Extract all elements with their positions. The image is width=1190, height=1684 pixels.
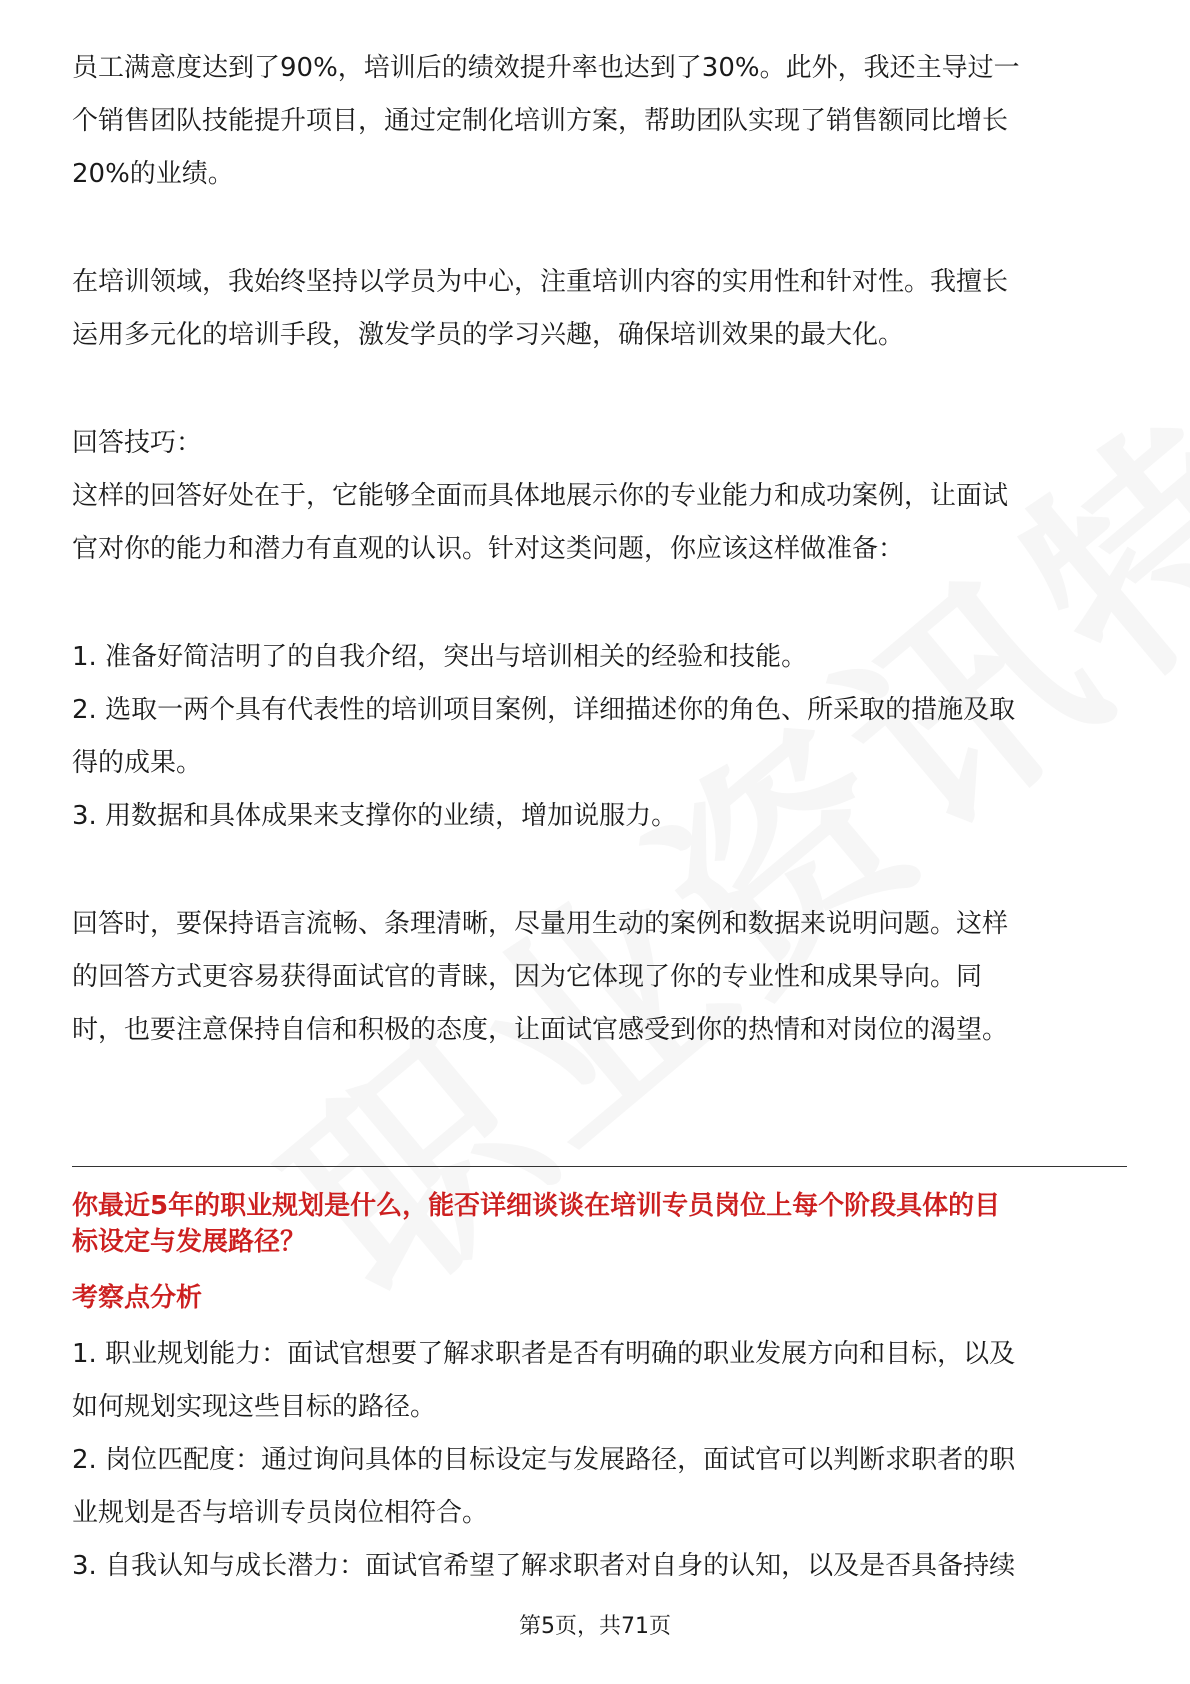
list-item: 1. 准备好简洁明了的自我介绍，突出与培训相关的经验和技能。 — [72, 642, 808, 672]
analysis-item: 如何规划实现这些目标的路径。 — [72, 1392, 437, 1422]
question-title: 标设定与发展路径？ — [72, 1227, 307, 1257]
list-item: 3. 用数据和具体成果来支撑你的业绩，增加说服力。 — [72, 801, 678, 831]
body-text-line: 20%的业绩。 — [72, 159, 234, 189]
question-title: 你最近5年的职业规划是什么，能否详细谈谈在培训专员岗位上每个阶段具体的目 — [72, 1191, 1001, 1221]
analysis-item: 业规划是否与培训专员岗位相符合。 — [72, 1498, 489, 1528]
body-text-line: 的回答方式更容易获得面试官的青睐，因为它体现了你的专业性和成果导向。同 — [72, 962, 983, 992]
page-number: 第5页，共71页 — [519, 1614, 671, 1639]
list-item: 得的成果。 — [72, 748, 203, 778]
body-text-line: 运用多元化的培训手段，激发学员的学习兴趣，确保培训效果的最大化。 — [72, 320, 905, 350]
body-text-line: 个销售团队技能提升项目，通过定制化培训方案，帮助团队实现了销售额同比增长 — [72, 106, 1009, 136]
analysis-heading: 考察点分析 — [72, 1283, 203, 1313]
body-text-line: 回答时，要保持语言流畅、条理清晰，尽量用生动的案例和数据来说明问题。这样 — [72, 909, 1009, 939]
analysis-item: 3. 自我认知与成长潜力：面试官希望了解求职者对自身的认知，以及是否具备持续 — [72, 1551, 1016, 1581]
body-text-line: 员工满意度达到了90%，培训后的绩效提升率也达到了30%。此外，我还主导过一 — [72, 53, 1020, 83]
list-item: 2. 选取一两个具有代表性的培训项目案例，详细描述你的角色、所采取的措施及取 — [72, 695, 1016, 725]
section-divider — [72, 1166, 1127, 1167]
analysis-item: 1. 职业规划能力：面试官想要了解求职者是否有明确的职业发展方向和目标，以及 — [72, 1339, 1016, 1369]
body-text-line: 在培训领域，我始终坚持以学员为中心，注重培训内容的实用性和针对性。我擅长 — [72, 267, 1009, 297]
body-text-line: 这样的回答好处在于，它能够全面而具体地展示你的专业能力和成功案例，让面试 — [72, 481, 1009, 511]
tips-heading: 回答技巧： — [72, 428, 203, 458]
analysis-item: 2. 岗位匹配度：通过询问具体的目标设定与发展路径，面试官可以判断求职者的职 — [72, 1445, 1016, 1475]
body-text-line: 官对你的能力和潜力有直观的认识。针对这类问题，你应该这样做准备： — [72, 534, 905, 564]
body-text-line: 时，也要注意保持自信和积极的态度，让面试官感受到你的热情和对岗位的渴望。 — [72, 1015, 1009, 1045]
